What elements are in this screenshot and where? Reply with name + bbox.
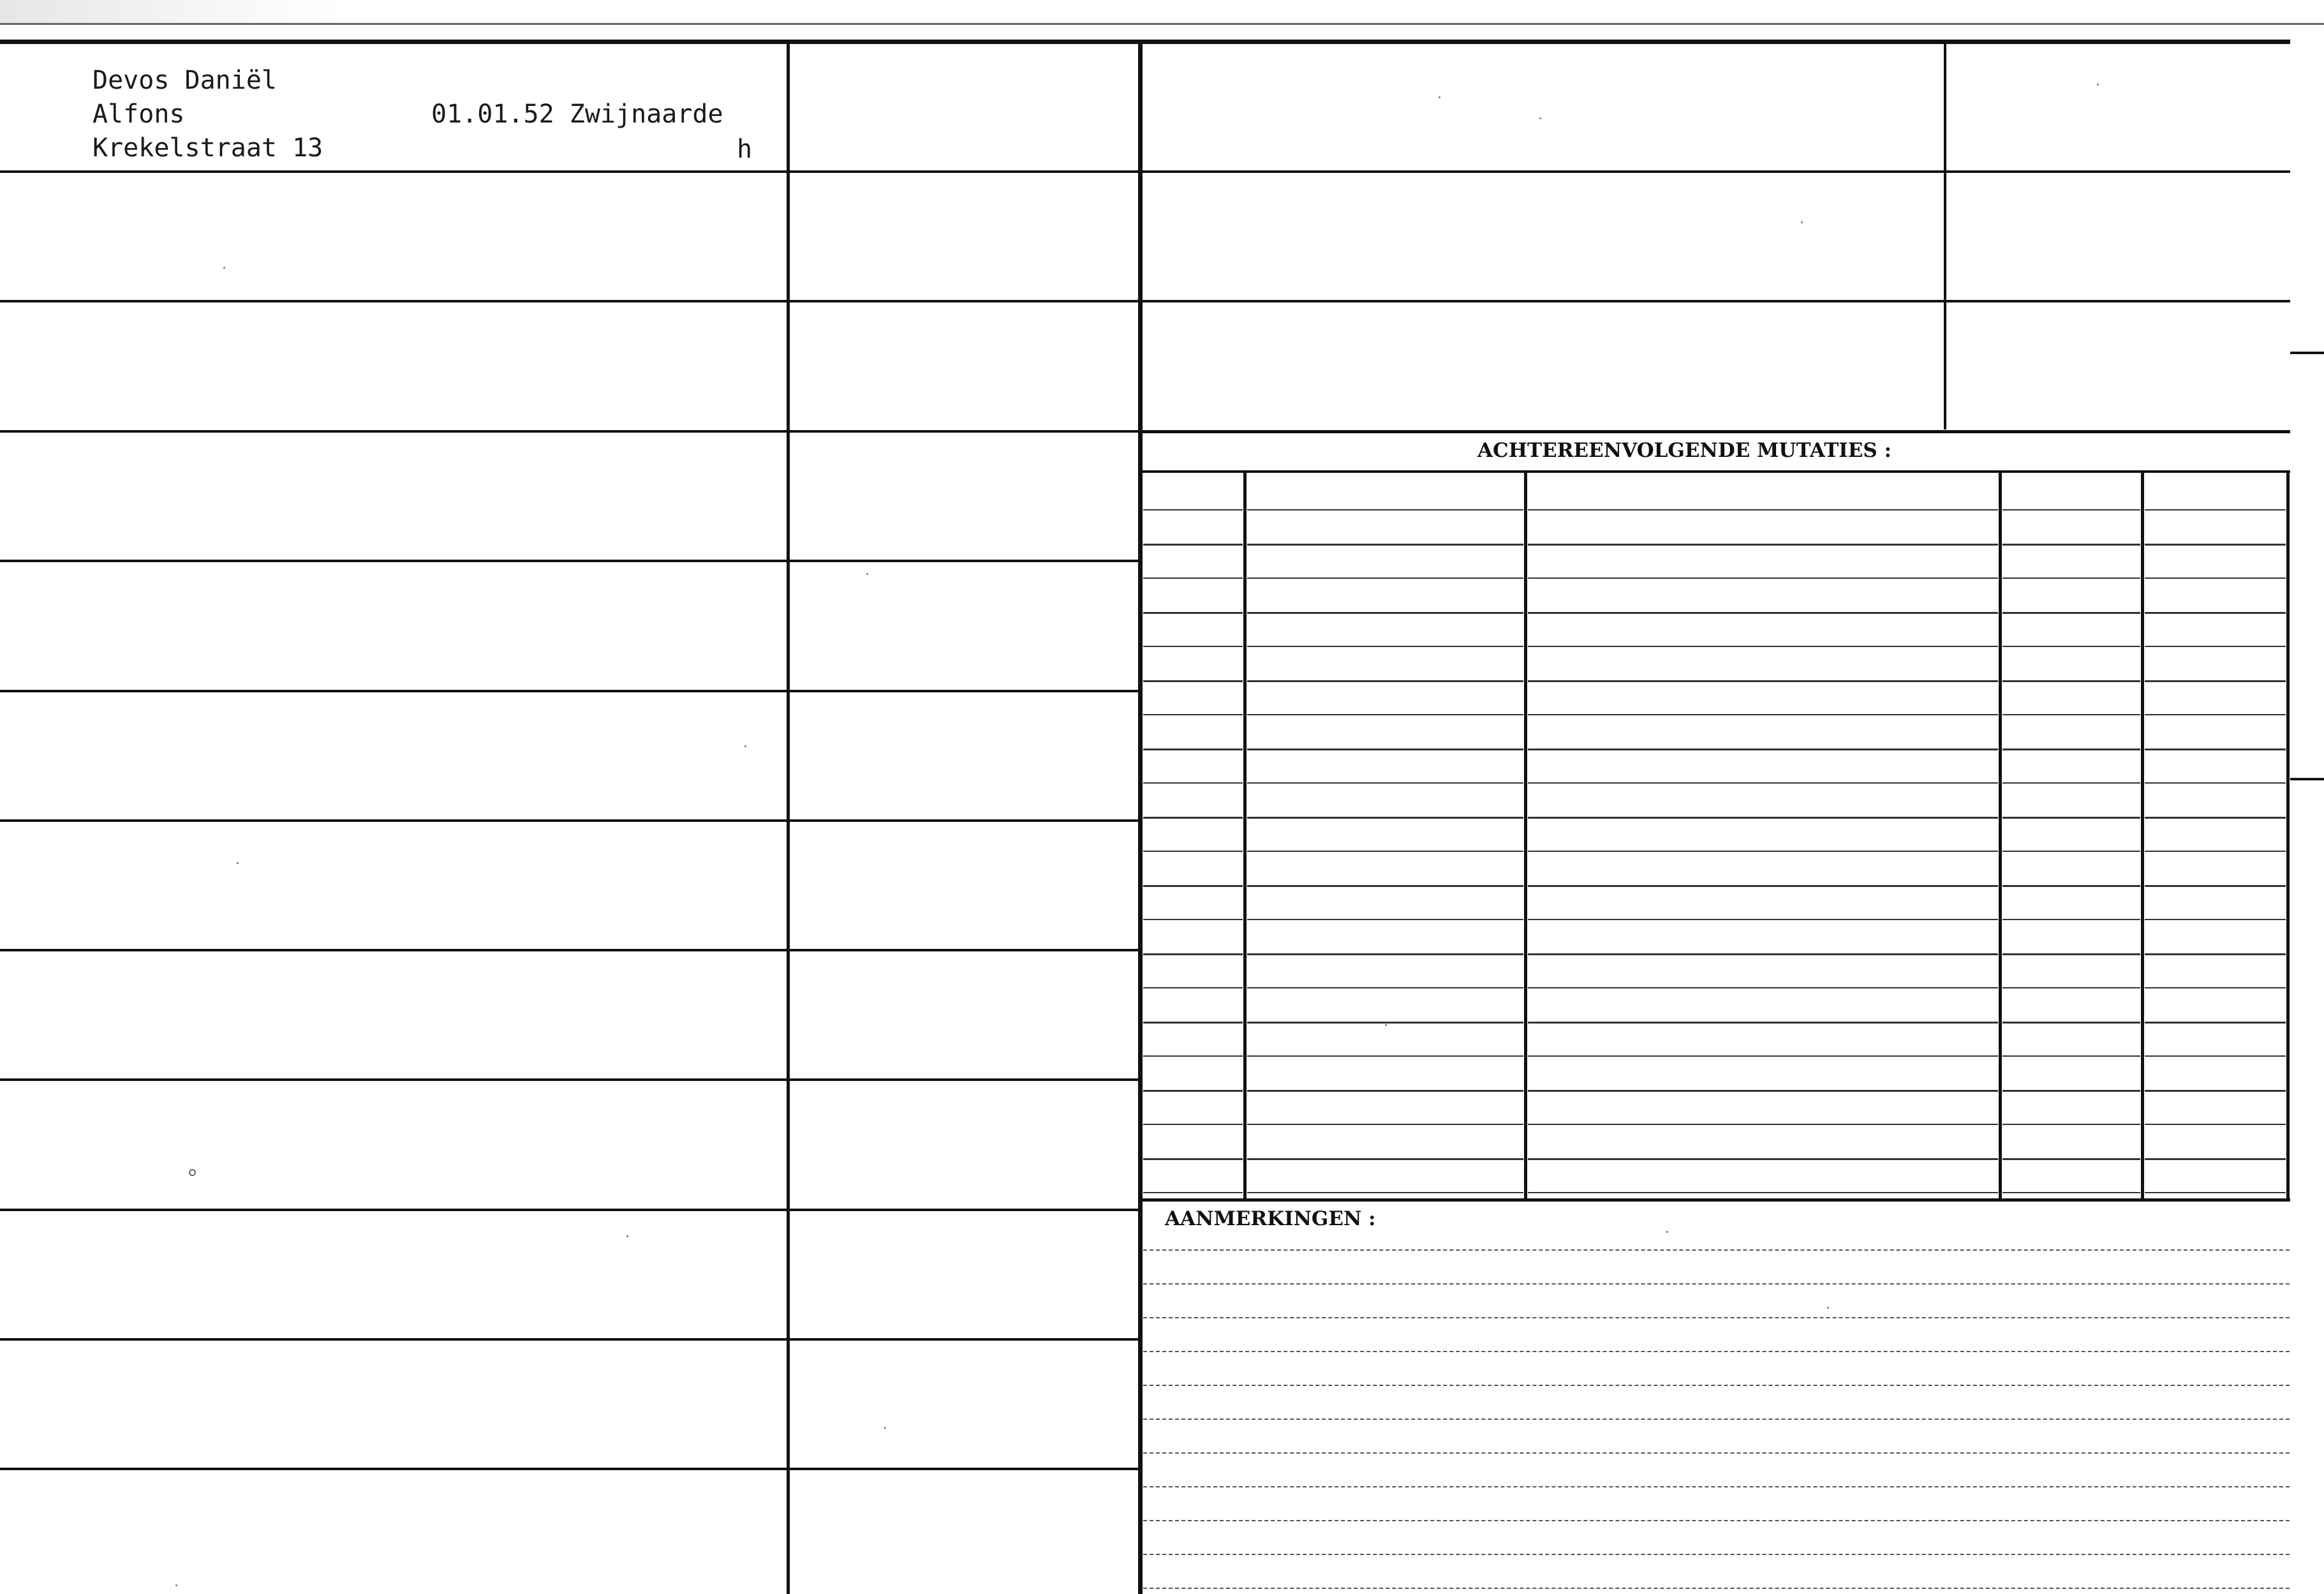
remarks-ruled-line (1143, 1317, 2290, 1318)
scan-speck (1385, 1024, 1387, 1026)
mutations-ruled-line (2145, 509, 2286, 510)
scan-speck (1827, 1307, 1829, 1309)
right-row-line-2 (1141, 300, 2290, 302)
mutations-ruled-line (2145, 851, 2286, 852)
mutations-ruled-line (1528, 646, 1998, 647)
row-line-11 (0, 1468, 1139, 1470)
remarks-ruled-line (1143, 1351, 2290, 1352)
column-divider-1 (787, 42, 790, 1594)
person-second-name: Alfons (93, 100, 185, 129)
remarks-ruled-line (1143, 1385, 2290, 1386)
mutations-ruled-line (2002, 1158, 2140, 1160)
mutations-col-3 (1999, 473, 2002, 1200)
mutations-ruled-line (2002, 885, 2140, 887)
mutations-ruled-line (2145, 919, 2286, 920)
mutations-ruled-line (1247, 577, 1523, 579)
mutations-ruled-line (1143, 646, 1243, 647)
mutations-ruled-line (1247, 714, 1523, 715)
mutations-ruled-line (1247, 919, 1523, 920)
right-row-line-1 (1141, 170, 2290, 173)
mutations-ruled-line (1143, 714, 1243, 715)
mutations-ruled-line (2145, 680, 2286, 682)
mutations-ruled-line (1247, 817, 1523, 819)
person-name: Devos Daniël (93, 66, 277, 95)
mutations-ruled-line (2145, 1055, 2286, 1057)
row-line-8 (0, 1078, 1139, 1081)
mutations-ruled-line (1247, 1090, 1523, 1092)
mutations-ruled-line (1143, 1055, 1243, 1057)
mutations-ruled-line (2002, 817, 2140, 819)
mutations-ruled-line (2145, 612, 2286, 614)
mutations-ruled-line (2002, 714, 2140, 715)
scan-speck (1439, 96, 1440, 98)
mutations-ruled-line (2145, 987, 2286, 988)
mutations-ruled-line (1247, 544, 1523, 546)
column-divider-3 (1944, 42, 1946, 429)
mutations-ruled-line (1247, 851, 1523, 852)
mutations-ruled-line (1143, 749, 1243, 750)
mutations-ruled-line (1143, 544, 1243, 546)
mutations-ruled-line (1528, 851, 1998, 852)
scan-speck (237, 862, 239, 864)
mutations-top-border (1141, 470, 2290, 473)
remarks-ruled-line (1143, 1554, 2290, 1555)
scan-speck (189, 1169, 196, 1176)
scan-speck (1666, 1231, 1668, 1233)
mutations-ruled-line (1528, 1022, 1998, 1024)
remarks-ruled-line (1143, 1249, 2290, 1251)
mutations-ruled-line (1247, 1124, 1523, 1125)
mutations-ruled-line (2145, 646, 2286, 647)
mutations-ruled-line (1143, 1022, 1243, 1024)
mutations-ruled-line (1143, 1090, 1243, 1092)
mutations-ruled-line (2002, 509, 2140, 510)
row-line-3 (0, 430, 1139, 433)
mutations-ruled-line (1528, 1192, 1998, 1193)
column-divider-2 (1138, 42, 1143, 1594)
mutations-ruled-line (2002, 680, 2140, 682)
mutations-ruled-line (1528, 1090, 1998, 1092)
mutations-ruled-line (2002, 544, 2140, 546)
mutations-ruled-line (1528, 1124, 1998, 1125)
mutations-ruled-line (2002, 782, 2140, 784)
mutations-ruled-line (2002, 1124, 2140, 1125)
mutations-ruled-line (1528, 817, 1998, 819)
mutations-ruled-line (2002, 749, 2140, 750)
person-mark: h (737, 135, 753, 164)
mutations-col-2 (1524, 473, 1527, 1200)
mutations-ruled-line (2145, 885, 2286, 887)
remarks-ruled-line (1143, 1520, 2290, 1521)
scan-speck (175, 1584, 177, 1586)
mutations-ruled-line (1143, 851, 1243, 852)
mutations-ruled-line (2002, 1090, 2140, 1092)
mutations-ruled-line (2145, 817, 2286, 819)
row-line-1 (0, 170, 1139, 173)
mutations-ruled-line (2145, 577, 2286, 579)
row-line-7 (0, 949, 1139, 951)
mutations-bottom-border (1141, 1198, 2290, 1202)
mutations-ruled-line (1143, 577, 1243, 579)
mutations-ruled-line (2002, 1192, 2140, 1193)
mutations-col-4 (2141, 473, 2144, 1200)
mutations-ruled-line (1247, 749, 1523, 750)
row-line-9 (0, 1209, 1139, 1211)
mutations-ruled-line (1143, 1124, 1243, 1125)
mutations-ruled-line (2002, 851, 2140, 852)
mutations-ruled-line (1528, 544, 1998, 546)
mutations-ruled-line (2145, 749, 2286, 750)
scan-speck (866, 573, 868, 575)
scan-speck (1539, 117, 1541, 119)
mutations-ruled-line (1528, 782, 1998, 784)
mutations-ruled-line (1528, 680, 1998, 682)
mutations-ruled-line (1143, 680, 1243, 682)
mutations-ruled-line (2002, 953, 2140, 955)
mutations-ruled-line (2002, 577, 2140, 579)
mutations-ruled-line (1247, 1158, 1523, 1160)
row-line-5 (0, 690, 1139, 692)
mutations-ruled-line (1528, 1158, 1998, 1160)
mutations-ruled-line (2002, 646, 2140, 647)
mutations-ruled-line (1247, 1022, 1523, 1024)
mutations-ruled-line (1247, 680, 1523, 682)
row-line-2 (0, 300, 1139, 302)
scan-speck (744, 745, 746, 747)
mutations-right-border (2286, 470, 2290, 1202)
remarks-ruled-line (1143, 1452, 2290, 1454)
mutations-ruled-line (1247, 885, 1523, 887)
mutations-ruled-line (2145, 714, 2286, 715)
top-edge-rule (0, 23, 2324, 25)
person-address: Krekelstraat 13 (93, 133, 323, 163)
mutations-ruled-line (2002, 1055, 2140, 1057)
mutations-ruled-line (1247, 646, 1523, 647)
scan-speck (884, 1427, 886, 1429)
mutations-ruled-line (2145, 1158, 2286, 1160)
mutations-ruled-line (2145, 544, 2286, 546)
mutations-title: ACHTEREENVOLGENDE MUTATIES : (1477, 439, 1892, 462)
mutations-ruled-line (2145, 782, 2286, 784)
row-line-4 (0, 560, 1139, 562)
mutations-ruled-line (2002, 919, 2140, 920)
person-birth: 01.01.52 Zwijnaarde (431, 100, 723, 129)
mutations-ruled-line (2002, 987, 2140, 988)
mutations-ruled-line (1143, 782, 1243, 784)
mutations-ruled-line (1247, 1192, 1523, 1193)
mutations-ruled-line (1247, 1055, 1523, 1057)
remarks-ruled-line (1143, 1588, 2290, 1589)
remarks-ruled-line (1143, 1486, 2290, 1487)
mutations-ruled-line (2002, 1022, 2140, 1024)
edge-tick-2 (2290, 778, 2324, 780)
mutations-ruled-line (1528, 987, 1998, 988)
mutations-ruled-line (1528, 714, 1998, 715)
mutations-ruled-line (1143, 1192, 1243, 1193)
mutations-ruled-line (1247, 782, 1523, 784)
mutations-ruled-line (2145, 1022, 2286, 1024)
scan-speck (2097, 84, 2099, 86)
mutations-ruled-line (1143, 953, 1243, 955)
remarks-ruled-line (1143, 1283, 2290, 1285)
mutations-ruled-line (2145, 953, 2286, 955)
mutations-ruled-line (1528, 612, 1998, 614)
mutations-ruled-line (1143, 987, 1243, 988)
mutations-ruled-line (1528, 509, 1998, 510)
mutations-ruled-line (1247, 987, 1523, 988)
mutations-ruled-line (1143, 885, 1243, 887)
mutations-ruled-line (1528, 577, 1998, 579)
row-line-10 (0, 1338, 1139, 1341)
mutations-ruled-line (2145, 1192, 2286, 1193)
remarks-ruled-line (1143, 1419, 2290, 1420)
mutations-ruled-line (1528, 919, 1998, 920)
scan-speck (1801, 221, 1803, 223)
mutations-ruled-line (1528, 1055, 1998, 1057)
mutations-ruled-line (1143, 509, 1243, 510)
mutations-ruled-line (1143, 817, 1243, 819)
remarks-title: AANMERKINGEN : (1165, 1207, 1376, 1230)
top-scan-strip (0, 0, 344, 23)
right-row-line-3 (1141, 430, 2290, 433)
mutations-ruled-line (1143, 1158, 1243, 1160)
mutations-ruled-line (1528, 749, 1998, 750)
scan-speck (626, 1235, 628, 1237)
mutations-col-1 (1243, 473, 1247, 1200)
scan-speck (223, 267, 225, 269)
mutations-ruled-line (1247, 509, 1523, 510)
mutations-ruled-line (1528, 953, 1998, 955)
edge-tick-1 (2290, 352, 2324, 354)
mutations-ruled-line (2145, 1090, 2286, 1092)
card-top-border (0, 40, 2290, 44)
row-line-6 (0, 819, 1139, 822)
mutations-ruled-line (2145, 1124, 2286, 1125)
mutations-ruled-line (1143, 919, 1243, 920)
mutations-ruled-line (1247, 953, 1523, 955)
mutations-ruled-line (1528, 885, 1998, 887)
mutations-ruled-line (2002, 612, 2140, 614)
mutations-ruled-line (1143, 612, 1243, 614)
mutations-ruled-line (1247, 612, 1523, 614)
